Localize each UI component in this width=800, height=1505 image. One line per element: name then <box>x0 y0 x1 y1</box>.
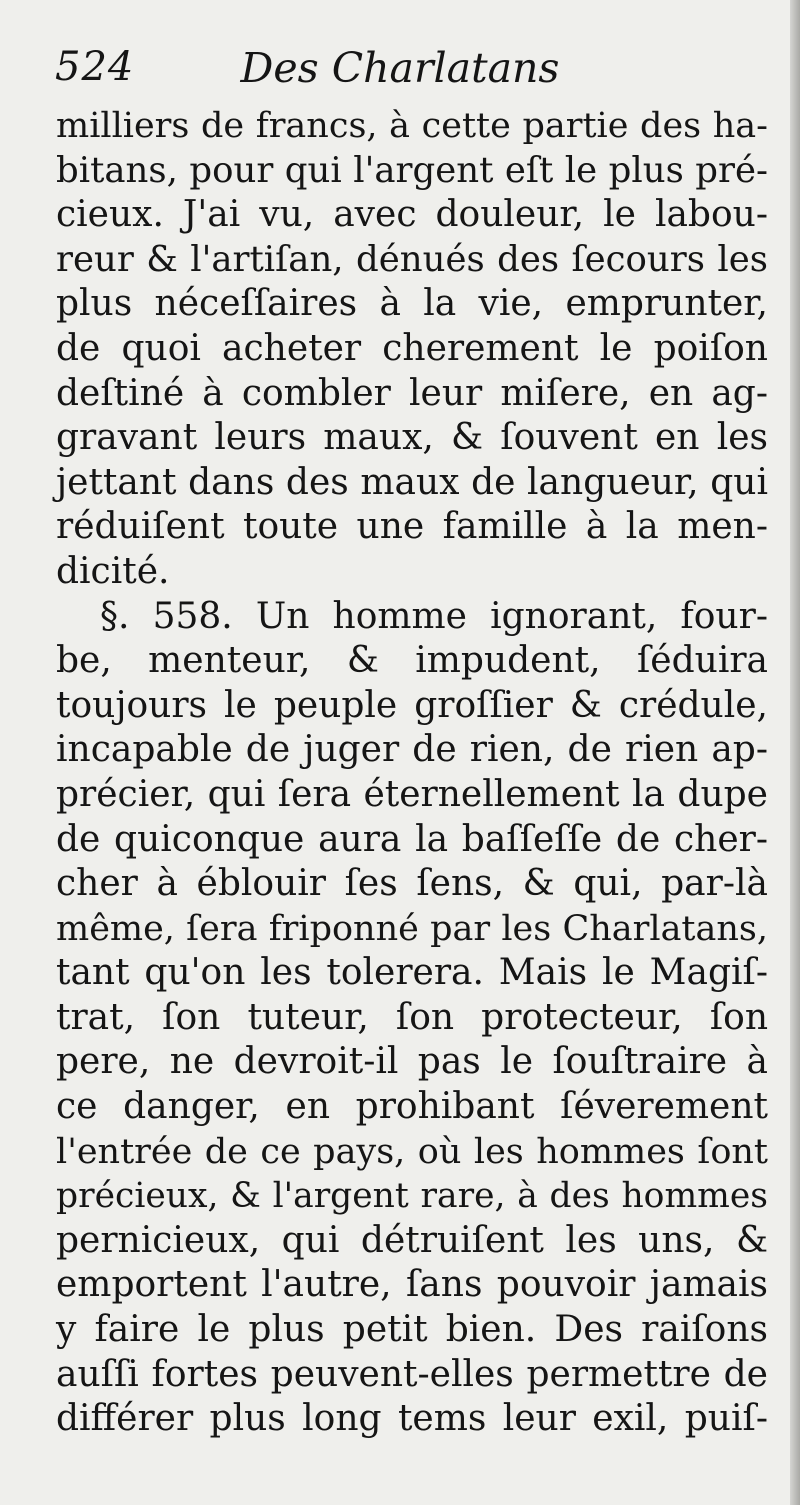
text-line-13: be, menteur, & impudent, ſéduira <box>56 640 768 682</box>
text-line-16: précier, qui ſera éternellement la dupe <box>56 773 768 815</box>
page-header <box>55 40 745 100</box>
text-line-26: pernicieux, qui détruiſent les uns, & <box>56 1219 768 1261</box>
text-line-9: jettant dans des maux de langueur, qui <box>56 461 768 503</box>
text-line-14: toujours le peuple groſſier & crédule, <box>56 684 768 726</box>
text-line-25: précieux, & l'argent rare, à des hommes <box>56 1176 768 1217</box>
section-558-start: §. 558. Un homme ignorant, four- <box>100 595 768 637</box>
text-line-23: ce danger, en prohibant ſéverement <box>56 1086 768 1128</box>
text-line-5: plus néceſſaires à la vie, emprunter, <box>56 283 768 325</box>
text-line-2: bitans, pour qui l'argent eſt le plus pré- <box>56 149 768 191</box>
page-number: 524 <box>55 44 135 90</box>
text-line-30: différer plus long tems leur exil, puiſ- <box>56 1398 768 1440</box>
text-line-10: réduiſent toute une famille à la men- <box>56 506 768 548</box>
text-line-28: y faire le plus petit bien. Des raiſons <box>56 1309 768 1351</box>
text-line-24: l'entrée de ce pays, où les hommes ſont <box>56 1131 768 1172</box>
text-line-8: gravant leurs maux, & ſouvent en les <box>56 417 768 459</box>
text-line-11: dicité. <box>56 550 170 592</box>
page-edge-shadow <box>790 0 800 1505</box>
text-line-21: trat, ſon tuteur, ſon protecteur, ſon <box>56 996 768 1038</box>
text-line-22: pere, ne devroit-il pas le ſouſtraire à <box>56 1041 768 1083</box>
text-line-19: même, ſera friponné par les Charlatans, <box>56 908 768 949</box>
text-line-7: deſtiné à combler leur miſere, en ag- <box>56 372 768 414</box>
text-line-29: auſſi fortes peuvent-elles permettre de <box>56 1353 768 1395</box>
text-line-27: emportent l'autre, ſans pouvoir jamais <box>56 1264 768 1306</box>
text-line-18: cher à éblouir ſes ſens, & qui, par-là <box>56 863 768 905</box>
running-head: Des Charlatans <box>240 44 560 92</box>
text-line-6: de quoi acheter cherement le poiſon <box>56 327 768 369</box>
text-line-1: milliers de francs, à cette partie des ha- <box>56 106 768 146</box>
text-line-4: reur & l'artiſan, dénués des ſecours les <box>56 238 768 280</box>
text-line-20: tant qu'on les tolerera. Mais le Magiſ- <box>56 952 768 994</box>
text-line-17: de quiconque aura la baſſeſſe de cher- <box>56 818 768 860</box>
text-line-3: cieux. J'ai vu, avec douleur, le labou- <box>56 194 768 236</box>
body-text <box>56 104 768 1442</box>
text-line-15: incapable de juger de rien, de rien ap- <box>56 729 768 771</box>
